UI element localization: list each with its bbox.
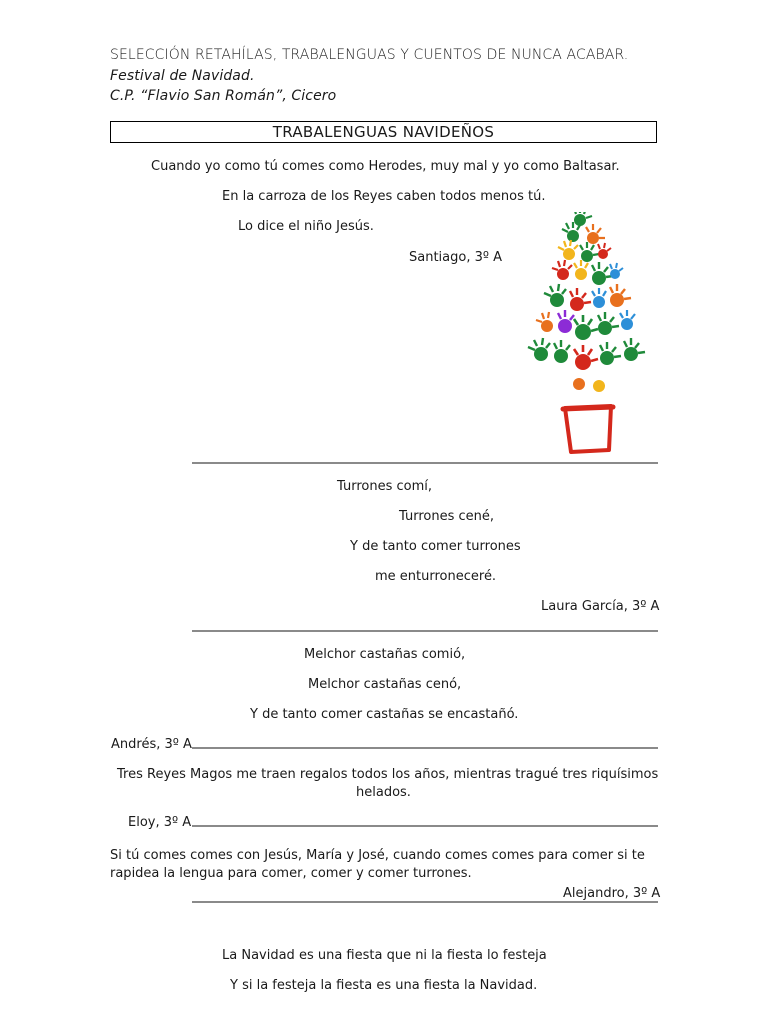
tongue-twister-line: Y de tanto comer turrones (350, 539, 521, 554)
tongue-twister-line: me enturroneceré. (375, 569, 497, 584)
author-name: Laura García, 3º A (541, 599, 660, 614)
christmas-tree-illustration (513, 212, 663, 462)
author-name: Eloy, 3º A (128, 815, 192, 830)
tongue-twister-line: Melchor castañas cenó, (308, 677, 462, 692)
section-divider (192, 462, 658, 464)
author-name: Alejandro, 3º A (563, 886, 661, 901)
tongue-twister-line: Y de tanto comer castañas se encastañó. (250, 707, 519, 722)
section-divider (192, 630, 658, 632)
tongue-twister-line: Turrones comí, (337, 479, 432, 494)
section-divider (192, 747, 658, 749)
tongue-twister-line: rapidea la lengua para comer, comer y comer turrones. (110, 866, 472, 881)
page-title: TRABALENGUAS NAVIDEÑOS (272, 123, 495, 141)
section-divider (192, 901, 658, 903)
tongue-twister-line: Lo dice el niño Jesús. (238, 219, 374, 234)
author-name: Andrés, 3º A (111, 737, 192, 752)
document-header-title: SELECCIÓN RETAHÍLAS, TRABALENGUAS Y CUENTOS DE NUNCA ACABAR. (110, 47, 629, 63)
tongue-twister-line: helados. (356, 785, 411, 800)
tongue-twister-line: Cuando yo como tú comes como Herodes, muy mal y yo como Baltasar. (151, 159, 620, 174)
author-name: Santiago, 3º A (409, 250, 503, 265)
tongue-twister-line: La Navidad es una fiesta que ni la fiesta lo festeja (222, 948, 547, 963)
document-header-event: Festival de Navidad. (110, 68, 255, 84)
tongue-twister-line: Tres Reyes Magos me traen regalos todos los años, mientras tragué tres riquísimos (117, 767, 659, 782)
christmas-tree-handprints-icon (528, 212, 645, 452)
tongue-twister-line: En la carroza de los Reyes caben todos menos tú. (222, 189, 546, 204)
document-header-school: C.P. “Flavio San Román”, Cicero (110, 88, 337, 104)
tongue-twister-line: Y si la festeja la fiesta es una fiesta la Navidad. (230, 978, 538, 993)
section-divider (192, 825, 658, 827)
tongue-twister-line: Si tú comes comes con Jesús, María y José, cuando comes comes para comer si te (110, 848, 645, 863)
page-title-box (110, 121, 657, 143)
tongue-twister-line: Melchor castañas comió, (304, 647, 466, 662)
tongue-twister-line: Turrones cené, (399, 509, 494, 524)
